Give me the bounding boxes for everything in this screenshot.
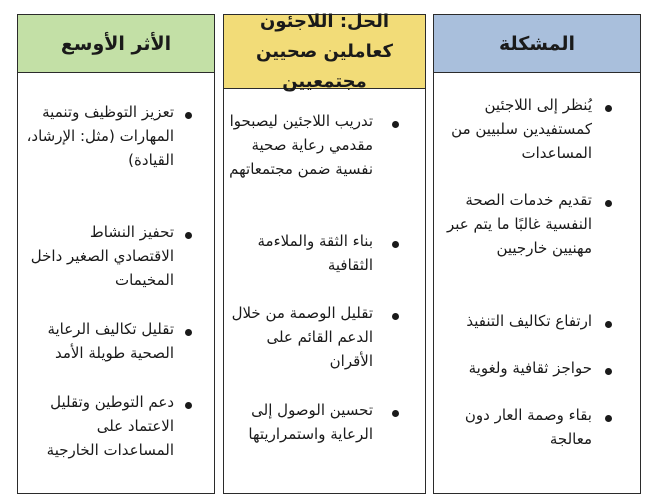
impact-column-title: الأثر الأوسع (18, 15, 214, 73)
impact-item-text: تعزيز التوظيف وتنمية المهارات (مثل: الإرشاد، القيادة) (26, 103, 174, 169)
solution-column-title: الحل: اللاجئون كعاملين صحيين مجتمعيين (224, 15, 425, 89)
bullet-icon (605, 105, 612, 112)
bullet-icon (392, 121, 399, 128)
impact-column (17, 14, 215, 494)
problem-column-title: المشكلة (434, 15, 640, 73)
problem-item-text: بقاء وصمة العار دون معالجة (464, 406, 592, 448)
bullet-icon (185, 112, 192, 119)
bullet-icon (392, 241, 399, 248)
problem-column (433, 14, 641, 494)
problem-item-text: تقديم خدمات الصحة النفسية غالبًا ما يتم عبر مهنيين خارجيين (447, 191, 592, 257)
bullet-icon (605, 368, 612, 375)
solution-item-text: تحسين الوصول إلى الرعاية واستمراريتها (248, 401, 373, 443)
bullet-icon (605, 200, 612, 207)
bullet-icon (185, 329, 192, 336)
solution-item-text: بناء الثقة والملاءمة الثقافية (257, 232, 373, 274)
problem-column-list (434, 73, 640, 493)
bullet-icon (605, 415, 612, 422)
impact-item-text: تحفيز النشاط الاقتصادي الصغير داخل المخيمات (30, 223, 174, 289)
impact-item-text: تقليل تكاليف الرعاية الصحية طويلة الأمد (47, 320, 174, 362)
problem-item-text: ارتفاع تكاليف التنفيذ (466, 312, 592, 330)
bullet-icon (185, 402, 192, 409)
bullet-icon (605, 321, 612, 328)
solution-item-text: تدريب اللاجئين ليصبحوا مقدمي رعاية صحية نفسية ضمن مجتمعاتهم (229, 112, 373, 178)
problem-item-text: يُنظر إلى اللاجئين كمستفيدين سلبيين من المساعدات (451, 96, 592, 162)
solution-column (223, 10, 426, 494)
problem-item-text: حواجز ثقافية ولغوية (468, 359, 592, 377)
impact-column-list (18, 73, 214, 493)
solution-column-list (224, 89, 425, 493)
impact-item-text: دعم التوطين وتقليل الاعتماد على المساعدات الخارجية (46, 393, 174, 459)
bullet-icon (185, 232, 192, 239)
bullet-icon (392, 410, 399, 417)
bullet-icon (392, 313, 399, 320)
solution-item-text: تقليل الوصمة من خلال الدعم القائم على الأقران (231, 304, 373, 370)
